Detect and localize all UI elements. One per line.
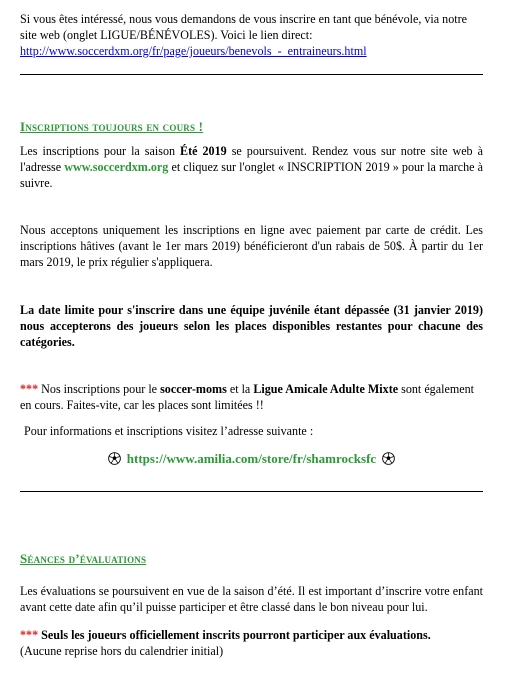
inscriptions-p4	[20, 381, 483, 413]
evaluations-heading: Séances d’évaluations	[20, 551, 147, 566]
stars-marker: ***	[20, 628, 39, 642]
volunteer-section	[20, 11, 483, 59]
inscriptions-heading: Inscriptions toujours en cours !	[20, 119, 204, 134]
inscriptions-p3-block	[20, 302, 483, 350]
season-name: Été 2019	[180, 144, 227, 158]
p1-start: Les inscriptions pour la saison	[20, 144, 181, 158]
inscriptions-p3: La date limite pour s'inscrire dans une équipe juvénile étant dépassée (31 janvier 2019) nous accepterons des joueurs selon les places disponibles restantes pour chacune des catégories.	[20, 303, 483, 349]
amilia-line	[20, 451, 483, 467]
p4-c: sont également en cours. Faites-vite, car les places sont limitées !!	[20, 382, 475, 412]
soccer-ball-icon	[382, 452, 395, 465]
amilia-link[interactable]: https://www.amilia.com/store/fr/shamrocksfc	[126, 451, 377, 466]
evaluations-note: (Aucune reprise hors du calendrier initial)	[20, 644, 224, 658]
volunteer-text: Si vous êtes intéressé, nous vous demandons de vous inscrire en tant que bénévole, via notre site web (onglet LIGUE/BÉNÉVOLES). Voici le lien direct:	[20, 12, 468, 42]
inscriptions-p2: Nous acceptons uniquement les inscriptions en ligne avec paiement par carte de crédit. Les inscriptions hâtives (avant le 1er mars 2019) bénéficieront d'un rabais de 50$. À partir du 1er mars 2019, le prix régulier s'appliquera.	[20, 223, 483, 269]
evaluations-section	[20, 551, 483, 567]
p1-end: et cliquez sur l'onglet « INSCRIPTION 2019 » pour la marche à suivre.	[20, 160, 484, 190]
soccer-ball-icon	[108, 452, 121, 465]
inscriptions-section	[20, 119, 483, 135]
volunteer-link[interactable]: http://www.soccerdxm.org/fr/page/joueurs/benevols_-_entraineurs.html	[20, 44, 367, 58]
inscriptions-p1-block	[20, 143, 483, 191]
eval-warning: Seuls les joueurs officiellement inscrits pourront participer aux évaluations.	[38, 628, 431, 642]
evaluations-p2	[20, 627, 483, 643]
inscriptions-p5: Pour informations et inscriptions visitez l’adresse suivante :	[24, 424, 314, 438]
divider	[20, 74, 483, 75]
soccer-moms-label: soccer-moms	[160, 382, 227, 396]
inscriptions-p4-block	[20, 381, 483, 413]
league-label: Ligue Amicale Adulte Mixte	[253, 382, 399, 396]
evaluations-p1-block	[20, 583, 483, 615]
evaluations-p1: Les évaluations se poursuivent en vue de la saison d’été. Il est important d’inscrire votre enfant avant cette date afin qu’il puisse participer et être classé dans le bon niveau pour lui.	[20, 584, 483, 614]
p1-mid: se poursuivent. Rendez vous sur notre site web à l'adresse	[20, 144, 483, 174]
evaluations-p2-block	[20, 627, 483, 659]
inscriptions-p5-block	[24, 423, 487, 439]
divider	[20, 491, 483, 492]
p4-a: Nos inscriptions pour le	[38, 382, 161, 396]
stars-marker: ***	[20, 382, 39, 396]
inscriptions-p2-block	[20, 222, 483, 270]
p4-b: et la	[226, 382, 254, 396]
inscriptions-p1	[20, 143, 483, 191]
site-link[interactable]: www.soccerdxm.org	[64, 160, 169, 174]
